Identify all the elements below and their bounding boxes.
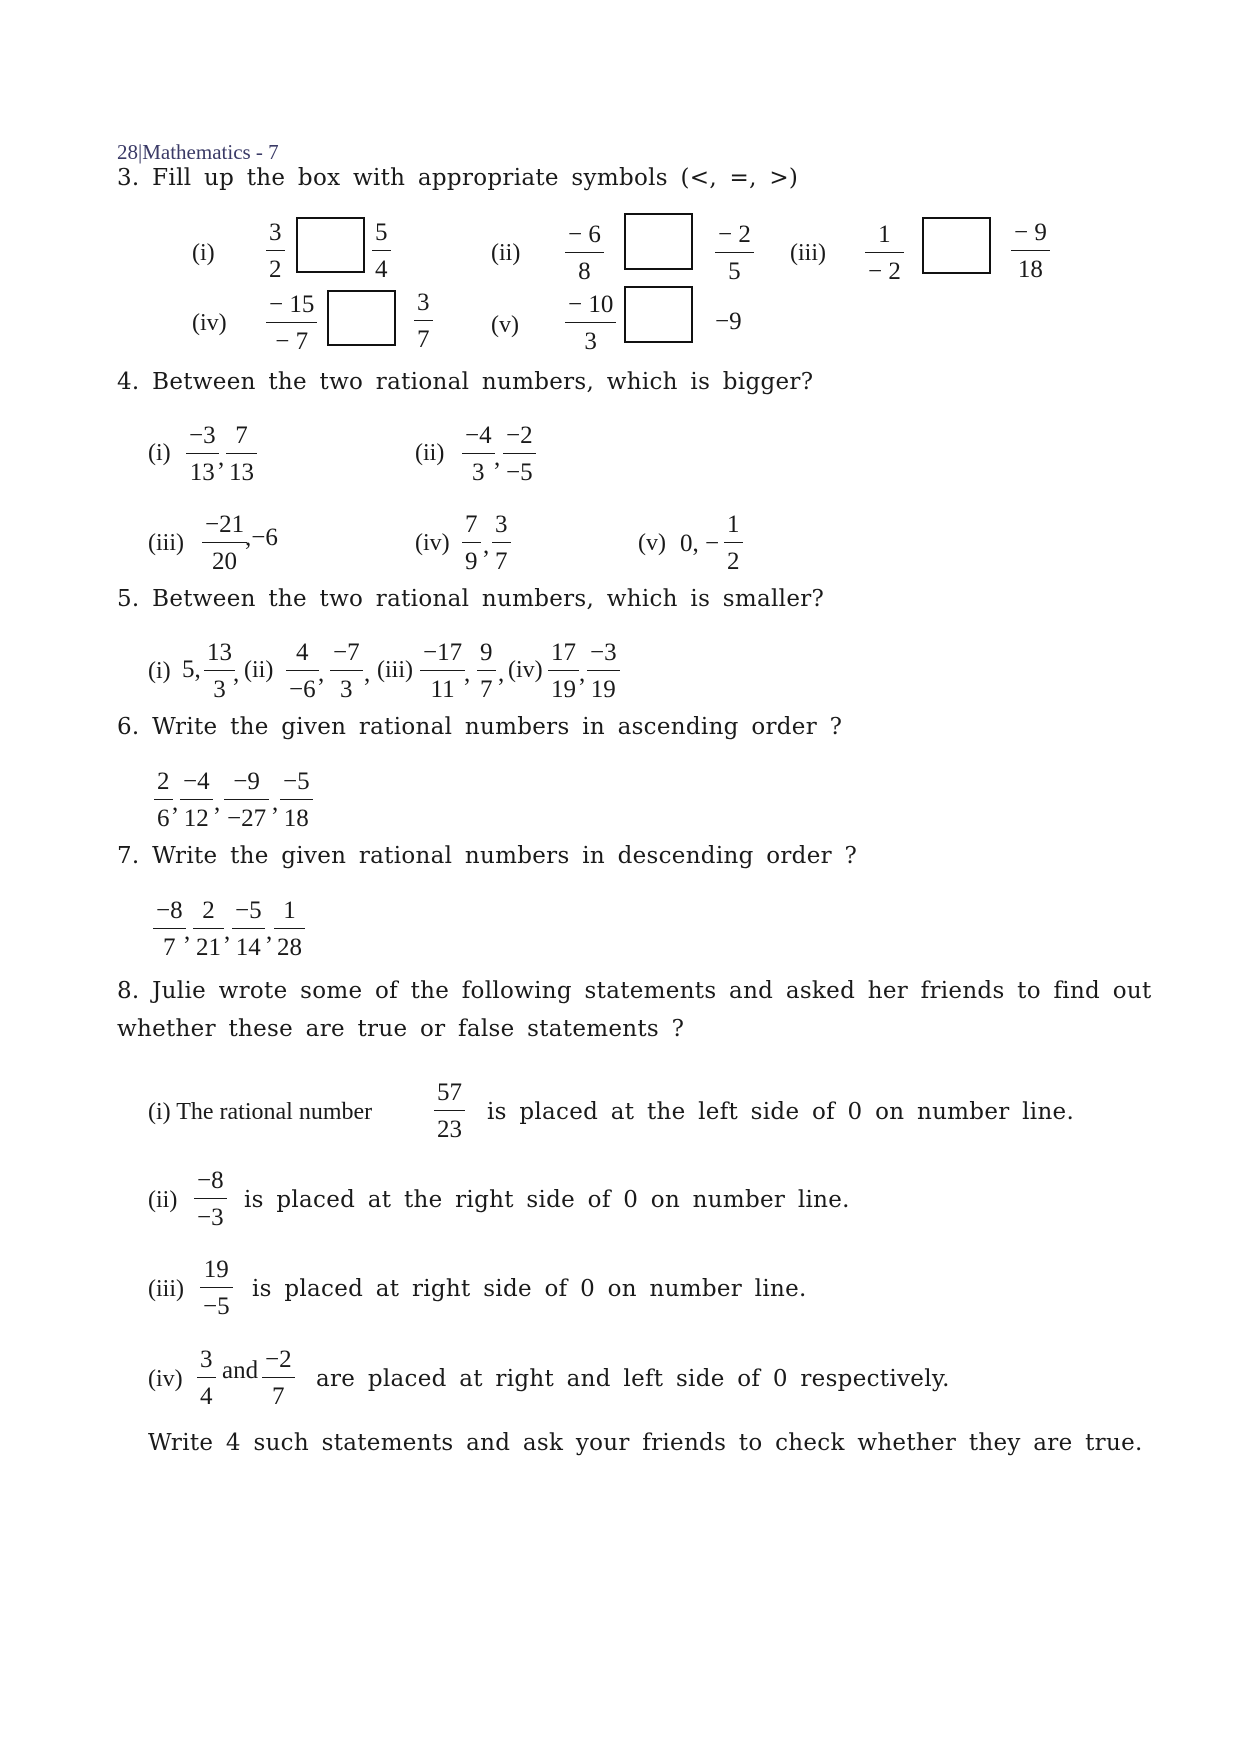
numerator: 13: [204, 640, 235, 671]
header-separator: |: [138, 140, 143, 164]
numerator: 7: [462, 512, 481, 543]
q3-iii-answer-box[interactable]: [922, 217, 991, 274]
q8-closing-text: Write 4 such statements and ask your friends to check whether they are true.: [148, 1430, 1143, 1456]
q3-ii-left-fraction: [565, 222, 604, 284]
denominator: 20: [212, 548, 238, 575]
comma: ,: [272, 789, 279, 816]
denominator: − 2: [868, 258, 901, 285]
numerator: − 6: [565, 222, 604, 253]
numerator: −7: [330, 640, 363, 671]
comma: ,: [172, 789, 179, 816]
question-7-title: 7. Write the given rational numbers in descending order ?: [117, 843, 858, 869]
q8-statement-iv-text: are placed at right and left side of 0 respectively.: [316, 1366, 950, 1392]
q8-statement-i-text: is placed at the left side of 0 on number line.: [487, 1099, 1075, 1125]
q3-iii-right-fraction: [1011, 220, 1050, 282]
comma: ,: [233, 660, 240, 687]
denominator: 7: [480, 676, 493, 703]
q3-label-ii: (ii): [491, 240, 521, 266]
q7-fraction-1: [153, 898, 186, 960]
q3-i-right-fraction: [372, 220, 391, 282]
numerator: −4: [180, 769, 213, 800]
q6-fraction-3: [224, 769, 269, 831]
q5-iii-fraction-a: [420, 640, 465, 702]
q4-i-fraction-a: [186, 423, 219, 485]
q5-i-fraction-b: [204, 640, 235, 702]
denominator: 5: [728, 258, 741, 285]
question-8-title-line-1: 8. Julie wrote some of the following statements and asked her friends to find out: [117, 978, 1152, 1004]
question-8-title-line-2: whether these are true or false statements ?: [117, 1016, 685, 1042]
q3-v-answer-box[interactable]: [624, 286, 693, 343]
q4-label-i: (i): [148, 440, 171, 466]
denominator: 19: [590, 676, 616, 703]
denominator: 3: [340, 676, 353, 703]
denominator: 19: [551, 676, 576, 703]
q8-statement-iii-fraction: [200, 1257, 233, 1319]
comma: ,: [266, 918, 273, 945]
q5-label-iii: (iii): [377, 657, 413, 683]
q3-label-iii: (iii): [790, 240, 826, 266]
comma: ,: [318, 660, 325, 687]
q7-fraction-4: [274, 898, 305, 960]
numerator: −8: [194, 1168, 227, 1199]
denominator: 7: [495, 548, 508, 575]
denominator: −27: [227, 805, 267, 832]
denominator: 6: [157, 805, 170, 832]
numerator: 1: [865, 222, 904, 253]
comma: ,: [494, 444, 501, 471]
q4-iv-fraction-b: [492, 512, 511, 574]
comma: ,: [464, 660, 471, 687]
denominator: 7: [272, 1383, 285, 1410]
q3-v-left-fraction: [565, 292, 616, 354]
numerator: 7: [226, 423, 257, 454]
denominator: 7: [163, 934, 176, 961]
numerator: 9: [477, 640, 496, 671]
numerator: 3: [266, 220, 285, 251]
numerator: 3: [197, 1347, 216, 1378]
comma: ,: [224, 918, 231, 945]
q5-label-i: (i): [148, 658, 171, 684]
q3-v-right-value: −9: [715, 308, 742, 335]
denominator: 3: [213, 676, 226, 703]
numerator: − 15: [266, 292, 317, 323]
comma: ,: [579, 660, 586, 687]
q8-statement-iv-fraction-2: [262, 1347, 295, 1409]
denominator: 9: [465, 548, 478, 575]
q3-ii-answer-box[interactable]: [624, 213, 693, 270]
q3-iv-right-fraction: [414, 290, 433, 352]
q5-iv-fraction-a: [548, 640, 579, 702]
denominator: 13: [189, 459, 215, 486]
q8-statement-ii-text: is placed at the right side of 0 on number line.: [244, 1187, 850, 1213]
q4-label-ii: (ii): [415, 440, 445, 466]
denominator: 2: [727, 548, 740, 575]
q7-fraction-3: [232, 898, 265, 960]
q3-i-answer-box[interactable]: [296, 217, 365, 273]
numerator: 3: [492, 512, 511, 543]
q6-fraction-1: [154, 769, 173, 831]
q4-label-iv: (iv): [415, 530, 450, 556]
denominator: 2: [269, 256, 282, 283]
question-4-title: 4. Between the two rational numbers, which is bigger?: [117, 369, 814, 395]
denominator: −5: [506, 459, 533, 486]
numerator: 3: [414, 290, 433, 321]
denominator: 14: [235, 934, 261, 961]
denominator: −5: [203, 1293, 230, 1320]
denominator: −3: [197, 1204, 224, 1231]
q5-i-value-a: 5,: [182, 656, 201, 683]
q4-label-v: (v): [638, 530, 666, 556]
comma: ,: [218, 444, 225, 471]
page-header: [117, 140, 279, 165]
q3-label-v: (v): [491, 312, 519, 338]
q3-iv-left-fraction: [266, 292, 317, 354]
q8-statement-ii-label: (ii): [148, 1187, 178, 1213]
numerator: 57: [434, 1080, 465, 1111]
numerator: 4: [286, 640, 319, 671]
numerator: − 9: [1011, 220, 1050, 251]
numerator: −9: [224, 769, 269, 800]
q8-statement-i-label: (i) The rational number: [148, 1099, 373, 1125]
q4-ii-fraction-a: [462, 423, 495, 485]
denominator: 4: [200, 1383, 213, 1410]
q8-statement-ii-fraction: [194, 1168, 227, 1230]
denominator: 11: [430, 676, 455, 703]
comma: ,: [498, 660, 505, 687]
q8-statement-i-fraction: [434, 1080, 465, 1142]
denominator: 23: [437, 1116, 462, 1143]
q6-fraction-2: [180, 769, 213, 831]
q3-label-i: (i): [192, 240, 215, 266]
comma: ,: [184, 918, 191, 945]
q5-ii-fraction-a: [286, 640, 319, 702]
q5-iii-fraction-b: [477, 640, 496, 702]
q8-statement-iv-fraction-1: [197, 1347, 216, 1409]
q3-label-iv: (iv): [192, 310, 227, 336]
q4-label-iii: (iii): [148, 530, 184, 556]
q4-v-fraction-b: [724, 512, 743, 574]
q3-ii-right-fraction: [715, 222, 754, 284]
denominator: 13: [229, 459, 254, 486]
numerator: −21: [202, 512, 247, 543]
numerator: 17: [548, 640, 579, 671]
q3-i-left-fraction: [266, 220, 285, 282]
q7-fraction-2: [193, 898, 224, 960]
page-number: 28: [117, 140, 138, 164]
q5-label-iv: (iv): [508, 657, 543, 683]
question-6-title: 6. Write the given rational numbers in ascending order ?: [117, 714, 843, 740]
denominator: 21: [196, 934, 221, 961]
denominator: 8: [578, 258, 591, 285]
numerator: −5: [280, 769, 313, 800]
q5-ii-fraction-b: [330, 640, 363, 702]
book-title: Mathematics - 7: [142, 140, 279, 164]
q6-fraction-4: [280, 769, 313, 831]
comma: ,: [483, 532, 490, 559]
denominator: 18: [283, 805, 309, 832]
q3-iv-answer-box[interactable]: [327, 290, 396, 346]
q5-label-ii: (ii): [244, 657, 274, 683]
denominator: − 7: [275, 328, 309, 355]
numerator: 1: [274, 898, 305, 929]
numerator: − 10: [565, 292, 616, 323]
q4-iii-fraction-a: [202, 512, 247, 574]
numerator: −5: [232, 898, 265, 929]
numerator: −17: [420, 640, 465, 671]
denominator: 3: [472, 459, 485, 486]
comma: ,: [214, 789, 221, 816]
denominator: 18: [1017, 256, 1043, 283]
q4-ii-fraction-b: [503, 423, 536, 485]
q4-iv-fraction-a: [462, 512, 481, 574]
numerator: 5: [372, 220, 391, 251]
numerator: −2: [503, 423, 536, 454]
comma: ,: [364, 660, 371, 687]
numerator: 19: [200, 1257, 233, 1288]
denominator: 7: [417, 326, 430, 353]
numerator: 2: [193, 898, 224, 929]
numerator: 2: [154, 769, 173, 800]
denominator: −6: [289, 676, 316, 703]
q4-iii-value-b: ,−6: [245, 524, 278, 551]
numerator: −3: [186, 423, 219, 454]
q8-statement-iii-text: is placed at right side of 0 on number line.: [252, 1276, 807, 1302]
numerator: 1: [724, 512, 743, 543]
q4-v-value-a: 0, −: [680, 530, 720, 557]
numerator: −4: [462, 423, 495, 454]
question-5-title: 5. Between the two rational numbers, which is smaller?: [117, 586, 825, 612]
q8-statement-iii-label: (iii): [148, 1276, 184, 1302]
numerator: − 2: [715, 222, 754, 253]
q5-iv-fraction-b: [587, 640, 620, 702]
denominator: 28: [277, 934, 302, 961]
denominator: 12: [183, 805, 209, 832]
denominator: 4: [375, 256, 388, 283]
numerator: −2: [262, 1347, 295, 1378]
numerator: −3: [587, 640, 620, 671]
numerator: −8: [153, 898, 186, 929]
q3-iii-left-fraction: [865, 222, 904, 284]
question-3-title: 3. Fill up the box with appropriate symbols (<, =, >): [117, 165, 799, 191]
denominator: 3: [584, 328, 597, 355]
q8-statement-iv-and: and: [222, 1357, 259, 1384]
q4-i-fraction-b: [226, 423, 257, 485]
q8-statement-iv-label: (iv): [148, 1366, 183, 1392]
